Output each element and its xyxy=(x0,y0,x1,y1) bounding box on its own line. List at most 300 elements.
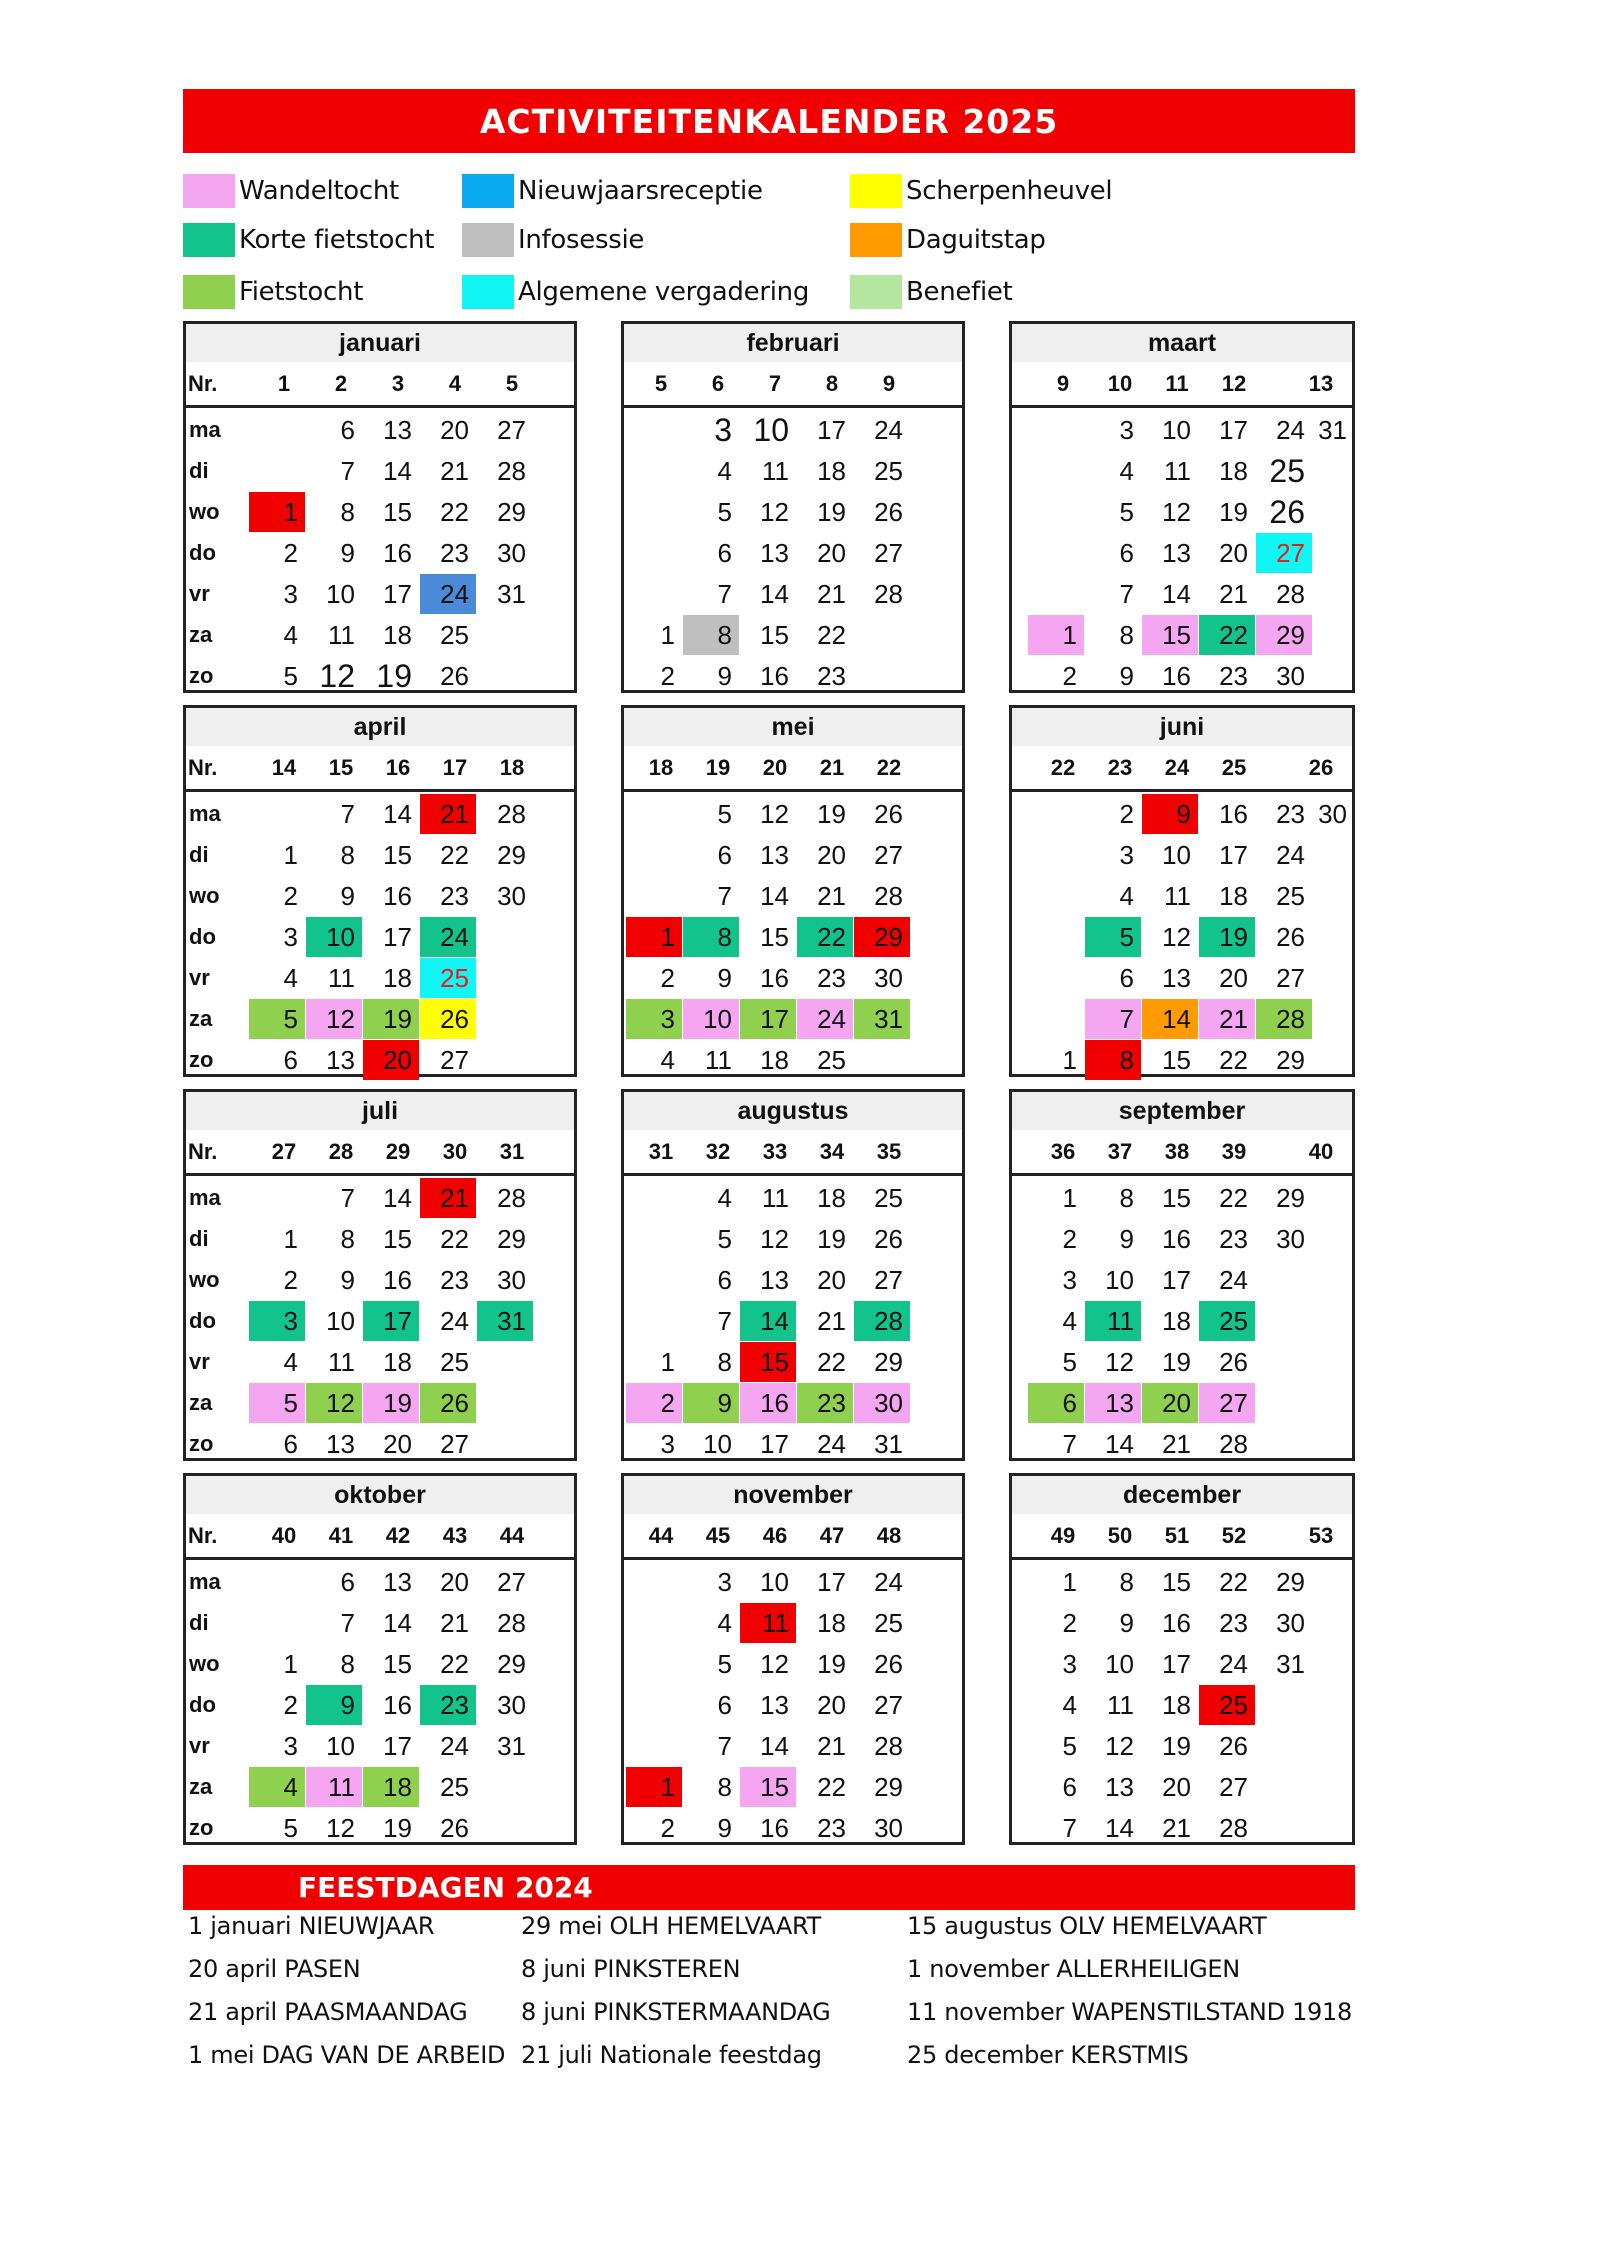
day-cell: 24 xyxy=(440,1731,469,1761)
day-cell: 2 xyxy=(283,881,298,911)
legend-item xyxy=(850,275,1012,309)
header-divider xyxy=(624,1557,962,1560)
day-cell: 9 xyxy=(1119,661,1134,691)
day-cell: 11 xyxy=(705,1045,732,1075)
day-cell: 10 xyxy=(1105,1265,1134,1295)
holiday-item: 20 april PASEN xyxy=(188,1955,361,1983)
day-cell: 9 xyxy=(340,881,355,911)
month-augustus xyxy=(621,1089,965,1461)
day-cell: 4 xyxy=(717,1183,732,1213)
day-cell: 26 xyxy=(420,1383,476,1423)
day-cell: 5 xyxy=(1062,1347,1077,1377)
holiday-item: 21 april PAASMAANDAG xyxy=(188,1998,468,2026)
day-cell: 15 xyxy=(383,840,412,870)
day-cell: 1 xyxy=(1028,615,1084,655)
day-cell: 8 xyxy=(340,497,355,527)
day-cell: 5 xyxy=(1062,1731,1077,1761)
day-cell: 5 xyxy=(283,661,298,691)
day-cell: 19 xyxy=(817,799,846,829)
legend-label: Korte fietstocht xyxy=(239,225,435,255)
month-oktober xyxy=(183,1473,577,1845)
month-mei xyxy=(621,705,965,1077)
day-cell: 26 xyxy=(1276,922,1305,952)
day-cell: 24 xyxy=(420,917,476,957)
day-cell: 18 xyxy=(1219,881,1248,911)
day-cell: 27 xyxy=(874,1690,903,1720)
day-cell: 4 xyxy=(283,963,298,993)
month-februari xyxy=(621,321,965,693)
day-cell: 19 xyxy=(817,1649,846,1679)
week-number: 18 xyxy=(499,755,525,780)
week-number: 19 xyxy=(705,755,731,780)
week-number: 29 xyxy=(385,1139,411,1164)
day-name: do xyxy=(189,1692,216,1717)
day-name: do xyxy=(189,1308,216,1333)
week-number: 5 xyxy=(505,371,519,396)
month-title: november xyxy=(624,1476,962,1514)
day-cell: 7 xyxy=(717,579,732,609)
day-name: zo xyxy=(189,1047,214,1072)
day-cell: 11 xyxy=(1164,456,1191,486)
day-cell: 20 xyxy=(817,840,846,870)
day-cell: 30 xyxy=(1276,1608,1305,1638)
day-cell: 11 xyxy=(1085,1301,1141,1341)
day-cell: 8 xyxy=(683,917,739,957)
day-cell: 12 xyxy=(760,497,789,527)
day-cell: 14 xyxy=(740,1301,796,1341)
day-cell: 2 xyxy=(1062,661,1077,691)
header-divider xyxy=(1012,789,1352,792)
month-title: september xyxy=(1012,1092,1352,1130)
legend-label: Scherpenheuvel xyxy=(906,176,1113,206)
holiday-item: 8 juni PINKSTEREN xyxy=(521,1955,741,1983)
day-cell: 20 xyxy=(1162,1772,1191,1802)
day-cell: 24 xyxy=(420,574,476,614)
day-cell: 20 xyxy=(817,538,846,568)
day-cell: 2 xyxy=(660,661,675,691)
day-cell: 5 xyxy=(249,1383,305,1423)
day-cell: 27 xyxy=(440,1429,469,1459)
legend-label: Nieuwjaarsreceptie xyxy=(518,176,763,206)
day-cell: 10 xyxy=(326,1731,355,1761)
day-cell: 13 xyxy=(760,840,789,870)
day-cell: 17 xyxy=(740,999,796,1039)
day-cell: 3 xyxy=(626,999,682,1039)
day-cell: 8 xyxy=(340,1649,355,1679)
day-cell: 24 xyxy=(1219,1649,1248,1679)
day-cell: 29 xyxy=(854,917,910,957)
day-cell: 22 xyxy=(440,1224,469,1254)
week-number: 21 xyxy=(819,755,845,780)
day-cell: 25 xyxy=(874,1183,903,1213)
week-number: 25 xyxy=(1221,755,1247,780)
week-number: 13 xyxy=(1308,371,1334,396)
day-cell: 7 xyxy=(340,456,355,486)
day-cell: 13 xyxy=(760,1690,789,1720)
week-number: 30 xyxy=(442,1139,468,1164)
day-name: do xyxy=(189,924,216,949)
day-cell: 25 xyxy=(440,1772,469,1802)
holiday-item: 11 november WAPENSTILSTAND 1918 xyxy=(907,1998,1352,2026)
week-number: 7 xyxy=(768,371,782,396)
day-cell: 17 xyxy=(760,1429,789,1459)
day-cell: 5 xyxy=(283,1813,298,1843)
day-cell: 4 xyxy=(283,1347,298,1377)
week-number: 24 xyxy=(1164,755,1190,780)
day-cell: 17 xyxy=(363,1301,419,1341)
day-cell: 3 xyxy=(1062,1265,1077,1295)
day-cell: 11 xyxy=(740,1603,796,1643)
day-cell: 23 xyxy=(817,963,846,993)
day-cell: 19 xyxy=(1199,917,1255,957)
day-cell: 23 xyxy=(1219,1224,1248,1254)
day-cell: 2 xyxy=(283,1690,298,1720)
day-cell: 28 xyxy=(497,1183,526,1213)
day-cell: 18 xyxy=(817,456,846,486)
month-april xyxy=(183,705,577,1077)
day-cell: 21 xyxy=(440,1608,469,1638)
day-cell: 18 xyxy=(383,1347,412,1377)
day-cell: 7 xyxy=(1062,1813,1077,1843)
legend-label: Wandeltocht xyxy=(239,176,399,206)
day-cell: 18 xyxy=(1219,456,1248,486)
day-cell: 14 xyxy=(1142,999,1198,1039)
day-cell: 2 xyxy=(283,1265,298,1295)
week-number: 50 xyxy=(1107,1523,1133,1548)
day-cell: 10 xyxy=(753,412,789,448)
day-cell: 10 xyxy=(1162,840,1191,870)
day-cell: 23 xyxy=(440,881,469,911)
week-number: 22 xyxy=(1050,755,1076,780)
day-cell: 30 xyxy=(497,1690,526,1720)
day-name: di xyxy=(189,1610,209,1635)
day-cell: 3 xyxy=(249,1301,305,1341)
week-number: 31 xyxy=(648,1139,674,1164)
day-cell: 18 xyxy=(1162,1690,1191,1720)
day-cell: 20 xyxy=(440,415,469,445)
holiday-item: 29 mei OLH HEMELVAART xyxy=(521,1912,822,1940)
day-cell: 9 xyxy=(1142,794,1198,834)
day-cell: 10 xyxy=(326,1306,355,1336)
week-number: 23 xyxy=(1107,755,1133,780)
day-cell: 14 xyxy=(383,799,412,829)
day-cell: 24 xyxy=(1276,840,1305,870)
day-cell: 21 xyxy=(420,794,476,834)
month-title: maart xyxy=(1012,324,1352,362)
week-number: 48 xyxy=(876,1523,902,1548)
day-cell: 27 xyxy=(874,840,903,870)
legend-label: Algemene vergadering xyxy=(518,277,810,307)
day-name: zo xyxy=(189,1815,214,1840)
day-cell: 4 xyxy=(283,620,298,650)
day-cell: 16 xyxy=(760,661,789,691)
day-cell: 15 xyxy=(760,922,789,952)
day-cell: 8 xyxy=(717,1772,732,1802)
day-cell: 8 xyxy=(717,1347,732,1377)
day-cell: 19 xyxy=(1162,1731,1191,1761)
day-cell: 27 xyxy=(1219,1772,1248,1802)
day-cell: 6 xyxy=(1119,963,1134,993)
day-cell: 7 xyxy=(1119,579,1134,609)
day-cell: 25 xyxy=(1199,1301,1255,1341)
week-number-label: Nr. xyxy=(188,1139,218,1164)
day-cell: 27 xyxy=(497,1567,526,1597)
day-cell: 19 xyxy=(363,999,419,1039)
day-cell: 30 xyxy=(1318,799,1347,829)
day-cell: 1 xyxy=(626,1767,682,1807)
day-cell: 10 xyxy=(1105,1649,1134,1679)
week-number: 8 xyxy=(825,371,839,396)
day-cell: 6 xyxy=(1028,1383,1084,1423)
day-cell: 18 xyxy=(383,620,412,650)
week-number: 49 xyxy=(1050,1523,1076,1548)
day-cell: 19 xyxy=(383,1813,412,1843)
header-divider xyxy=(186,405,574,408)
day-cell: 20 xyxy=(363,1040,419,1080)
day-name: za xyxy=(189,1006,213,1031)
day-cell: 2 xyxy=(660,1813,675,1843)
day-cell: 16 xyxy=(1219,799,1248,829)
day-cell: 14 xyxy=(383,1608,412,1638)
day-cell: 17 xyxy=(1219,840,1248,870)
day-cell: 13 xyxy=(760,538,789,568)
day-cell: 9 xyxy=(1119,1608,1134,1638)
day-cell: 8 xyxy=(1119,1183,1134,1213)
day-cell: 13 xyxy=(326,1045,355,1075)
day-cell: 12 xyxy=(306,1383,362,1423)
legend-item xyxy=(183,174,399,208)
day-cell: 31 xyxy=(854,999,910,1039)
week-number: 16 xyxy=(385,755,411,780)
week-number: 1 xyxy=(277,371,291,396)
day-cell: 20 xyxy=(1219,963,1248,993)
day-cell: 24 xyxy=(440,1306,469,1336)
legend-item xyxy=(462,174,763,208)
day-cell: 6 xyxy=(717,1690,732,1720)
day-name: vr xyxy=(189,581,210,606)
day-cell: 13 xyxy=(326,1429,355,1459)
day-cell: 25 xyxy=(817,1045,846,1075)
day-cell: 21 xyxy=(817,881,846,911)
day-name: do xyxy=(189,540,216,565)
day-cell: 29 xyxy=(497,1649,526,1679)
legend-label: Benefiet xyxy=(906,277,1013,307)
day-name: ma xyxy=(189,1569,221,1594)
week-number: 27 xyxy=(271,1139,297,1164)
day-cell: 15 xyxy=(740,1767,796,1807)
day-cell: 13 xyxy=(1162,538,1191,568)
day-cell: 22 xyxy=(440,1649,469,1679)
day-cell: 19 xyxy=(363,1383,419,1423)
day-cell: 4 xyxy=(660,1045,675,1075)
day-name: zo xyxy=(189,663,214,688)
day-cell: 22 xyxy=(440,497,469,527)
day-cell: 16 xyxy=(383,538,412,568)
day-cell: 14 xyxy=(760,579,789,609)
day-cell: 21 xyxy=(817,579,846,609)
day-cell: 6 xyxy=(717,538,732,568)
day-cell: 9 xyxy=(1119,1224,1134,1254)
day-name: wo xyxy=(189,499,220,524)
day-cell: 6 xyxy=(283,1429,298,1459)
day-cell: 7 xyxy=(717,1731,732,1761)
day-cell: 12 xyxy=(326,1813,355,1843)
day-cell: 29 xyxy=(1276,1567,1305,1597)
week-number: 45 xyxy=(705,1523,731,1548)
day-cell: 18 xyxy=(363,1767,419,1807)
day-cell: 22 xyxy=(1219,1567,1248,1597)
day-cell: 24 xyxy=(797,999,853,1039)
month-juni xyxy=(1009,705,1355,1077)
month-title: mei xyxy=(624,708,962,746)
day-cell: 9 xyxy=(717,1813,732,1843)
day-cell: 18 xyxy=(1162,1306,1191,1336)
day-cell: 1 xyxy=(1062,1567,1077,1597)
header-divider xyxy=(624,405,962,408)
day-cell: 12 xyxy=(1162,922,1191,952)
day-cell: 25 xyxy=(1269,453,1305,489)
day-cell: 20 xyxy=(1219,538,1248,568)
day-cell: 30 xyxy=(854,1383,910,1423)
week-number-label: Nr. xyxy=(188,1523,218,1548)
day-cell: 28 xyxy=(1219,1813,1248,1843)
day-cell: 21 xyxy=(1162,1813,1191,1843)
day-cell: 4 xyxy=(1062,1306,1077,1336)
holiday-item: 1 januari NIEUWJAAR xyxy=(188,1912,435,1940)
day-cell: 27 xyxy=(1256,533,1312,573)
legend-swatch xyxy=(462,174,514,208)
day-name: ma xyxy=(189,417,221,442)
legend-item xyxy=(462,275,809,309)
day-name: vr xyxy=(189,1349,210,1374)
day-cell: 27 xyxy=(440,1045,469,1075)
week-number: 47 xyxy=(819,1523,845,1548)
day-cell: 5 xyxy=(717,1224,732,1254)
day-cell: 15 xyxy=(740,1342,796,1382)
day-cell: 7 xyxy=(340,1608,355,1638)
day-cell: 12 xyxy=(1105,1347,1134,1377)
day-cell: 17 xyxy=(383,579,412,609)
header-divider xyxy=(624,1173,962,1176)
day-cell: 16 xyxy=(760,963,789,993)
day-cell: 28 xyxy=(1219,1429,1248,1459)
day-cell: 2 xyxy=(1119,799,1134,829)
day-cell: 26 xyxy=(874,799,903,829)
week-number: 9 xyxy=(882,371,896,396)
day-cell: 25 xyxy=(1199,1685,1255,1725)
day-cell: 16 xyxy=(1162,1224,1191,1254)
day-cell: 3 xyxy=(1119,415,1134,445)
day-cell: 16 xyxy=(740,1383,796,1423)
month-november xyxy=(621,1473,965,1845)
day-cell: 11 xyxy=(1164,881,1191,911)
day-cell: 12 xyxy=(1105,1731,1134,1761)
day-name: vr xyxy=(189,1733,210,1758)
day-cell: 9 xyxy=(340,538,355,568)
week-number: 33 xyxy=(762,1139,788,1164)
day-cell: 28 xyxy=(497,456,526,486)
day-cell: 13 xyxy=(1085,1383,1141,1423)
day-cell: 19 xyxy=(1219,497,1248,527)
day-cell: 21 xyxy=(420,1178,476,1218)
day-cell: 14 xyxy=(760,1731,789,1761)
legend-item xyxy=(462,223,644,257)
day-cell: 26 xyxy=(1219,1731,1248,1761)
day-cell: 11 xyxy=(762,1183,789,1213)
calendar-title-banner xyxy=(183,89,1355,153)
day-cell: 28 xyxy=(1276,579,1305,609)
day-cell: 6 xyxy=(1062,1772,1077,1802)
day-cell: 2 xyxy=(1062,1608,1077,1638)
day-cell: 28 xyxy=(874,1731,903,1761)
day-cell: 16 xyxy=(760,1813,789,1843)
day-cell: 30 xyxy=(497,881,526,911)
day-cell: 29 xyxy=(1276,1045,1305,1075)
day-cell: 17 xyxy=(383,922,412,952)
day-cell: 3 xyxy=(283,922,298,952)
day-cell: 22 xyxy=(817,620,846,650)
day-cell: 15 xyxy=(383,1649,412,1679)
day-cell: 13 xyxy=(1162,963,1191,993)
day-cell: 12 xyxy=(319,658,355,694)
day-cell: 15 xyxy=(1142,615,1198,655)
holidays-title: FEESTDAGEN 2024 xyxy=(298,1871,593,1904)
day-name: vr xyxy=(189,965,210,990)
day-cell: 2 xyxy=(1062,1224,1077,1254)
day-cell: 18 xyxy=(817,1183,846,1213)
day-cell: 25 xyxy=(440,620,469,650)
day-cell: 19 xyxy=(1162,1347,1191,1377)
month-title: februari xyxy=(624,324,962,362)
legend-swatch xyxy=(850,174,902,208)
day-cell: 30 xyxy=(874,963,903,993)
week-number: 10 xyxy=(1107,371,1133,396)
day-cell: 21 xyxy=(1162,1429,1191,1459)
week-number: 36 xyxy=(1050,1139,1076,1164)
month-title: juni xyxy=(1012,708,1352,746)
day-cell: 6 xyxy=(1119,538,1134,568)
day-cell: 9 xyxy=(717,963,732,993)
day-cell: 22 xyxy=(817,1347,846,1377)
day-cell: 26 xyxy=(420,999,476,1039)
day-cell: 3 xyxy=(660,1429,675,1459)
day-cell: 3 xyxy=(283,1731,298,1761)
day-cell: 20 xyxy=(1142,1383,1198,1423)
week-number: 46 xyxy=(762,1523,788,1548)
day-cell: 10 xyxy=(683,999,739,1039)
day-cell: 10 xyxy=(1162,415,1191,445)
day-name: zo xyxy=(189,1431,214,1456)
day-cell: 16 xyxy=(1162,1608,1191,1638)
day-name: di xyxy=(189,1226,209,1251)
day-cell: 23 xyxy=(420,1685,476,1725)
week-number: 18 xyxy=(648,755,674,780)
day-cell: 17 xyxy=(1162,1265,1191,1295)
week-number: 42 xyxy=(385,1523,411,1548)
day-cell: 28 xyxy=(854,1301,910,1341)
day-cell: 13 xyxy=(1105,1772,1134,1802)
day-cell: 9 xyxy=(306,1685,362,1725)
day-cell: 19 xyxy=(817,497,846,527)
week-number: 35 xyxy=(876,1139,902,1164)
day-name: wo xyxy=(189,1651,220,1676)
day-cell: 23 xyxy=(797,1383,853,1423)
month-maart xyxy=(1009,321,1355,693)
header-divider xyxy=(1012,1173,1352,1176)
week-number: 14 xyxy=(271,755,297,780)
holidays-title-banner xyxy=(183,1865,1355,1910)
day-cell: 17 xyxy=(383,1731,412,1761)
